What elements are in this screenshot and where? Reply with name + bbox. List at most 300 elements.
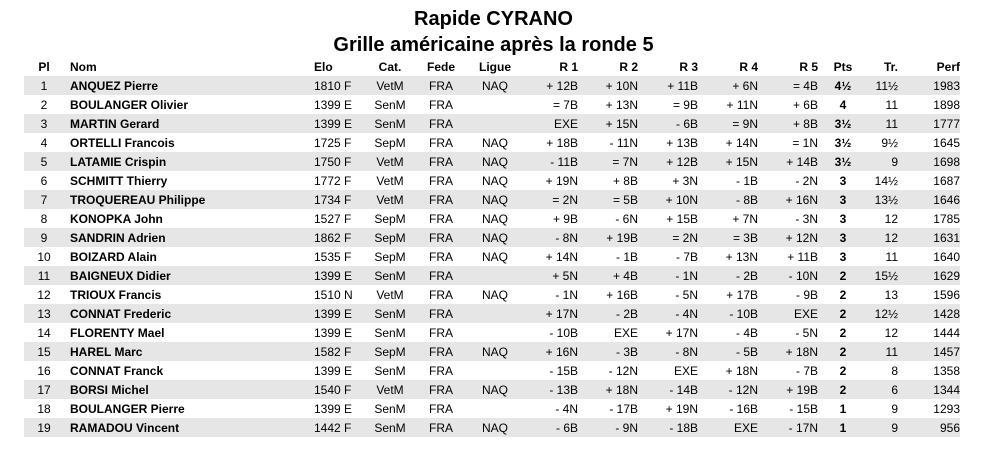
cell-fede: FRA	[416, 114, 466, 133]
cell-perf: 1596	[906, 285, 960, 304]
table-row	[24, 342, 960, 361]
cell-pts: 2	[826, 380, 860, 399]
cell-tr: 9	[860, 399, 906, 418]
col-header-perf: Perf	[936, 60, 960, 74]
cell-r5: - 5N	[766, 323, 826, 342]
cell-r1: = 2N	[524, 190, 586, 209]
cell-r3: + 19N	[646, 399, 706, 418]
cell-r5: + 14B	[766, 152, 826, 171]
cell-fede: FRA	[416, 209, 466, 228]
cell-cat: SepM	[364, 133, 416, 152]
cell-fede: FRA	[416, 228, 466, 247]
cell-perf: 1898	[906, 95, 960, 114]
cell-r2: + 13N	[586, 95, 646, 114]
col-header-ligue: Ligue	[479, 60, 511, 74]
cell-ligue	[466, 266, 524, 285]
cell-tr: 13	[860, 285, 906, 304]
cell-perf: 1698	[906, 152, 960, 171]
col-header-cat: Cat.	[378, 60, 402, 74]
cell-r1: + 16N	[524, 342, 586, 361]
cell-r5: + 6B	[766, 95, 826, 114]
cell-tr: 14½	[860, 171, 906, 190]
cell-elo: 1399 E	[314, 95, 364, 114]
cell-elo: 1399 E	[314, 304, 364, 323]
cell-perf: 1687	[906, 171, 960, 190]
cell-pl: 1	[24, 76, 64, 95]
cell-perf: 1457	[906, 342, 960, 361]
table-row	[24, 399, 960, 418]
cell-r4: = 3B	[706, 228, 766, 247]
cell-r1: EXE	[524, 114, 586, 133]
cell-tr: 9½	[860, 133, 906, 152]
cell-r5: EXE	[766, 304, 826, 323]
cell-elo: 1810 F	[314, 76, 364, 95]
cell-elo: 1582 F	[314, 342, 364, 361]
cell-r2: - 11N	[586, 133, 646, 152]
cell-r2: = 5B	[586, 190, 646, 209]
cell-tr: 13½	[860, 190, 906, 209]
cell-r3: - 6B	[646, 114, 706, 133]
cell-nom: HAREL Marc	[64, 342, 314, 361]
cell-fede: FRA	[416, 171, 466, 190]
cell-cat: SenM	[364, 95, 416, 114]
cell-pts: 1	[826, 399, 860, 418]
cell-r2: + 16B	[586, 285, 646, 304]
cell-r3: - 1N	[646, 266, 706, 285]
cell-r5: = 1N	[766, 133, 826, 152]
cell-elo: 1527 F	[314, 209, 364, 228]
cell-ligue: NAQ	[466, 190, 524, 209]
cell-nom: ORTELLI Francois	[64, 133, 314, 152]
cell-cat: VetM	[364, 380, 416, 399]
cell-ligue: NAQ	[466, 380, 524, 399]
cell-tr: 12	[860, 209, 906, 228]
cell-r3: + 3N	[646, 171, 706, 190]
cell-r1: - 11B	[524, 152, 586, 171]
cell-r3: + 11B	[646, 76, 706, 95]
cell-nom: LATAMIE Crispin	[64, 152, 314, 171]
table-row	[24, 380, 960, 399]
table-row	[24, 285, 960, 304]
cell-elo: 1772 F	[314, 171, 364, 190]
cell-nom: RAMADOU Vincent	[64, 418, 314, 437]
cell-pl: 19	[24, 418, 64, 437]
cell-pts: 3	[826, 228, 860, 247]
table-row	[24, 247, 960, 266]
cell-r5: - 15B	[766, 399, 826, 418]
cell-r4: + 11N	[706, 95, 766, 114]
cell-fede: FRA	[416, 247, 466, 266]
cell-nom: BORSI Michel	[64, 380, 314, 399]
cell-r3: + 13B	[646, 133, 706, 152]
cell-r3: + 12B	[646, 152, 706, 171]
cell-r2: + 8B	[586, 171, 646, 190]
cell-pl: 18	[24, 399, 64, 418]
cell-r1: + 18B	[524, 133, 586, 152]
cell-r2: + 10N	[586, 76, 646, 95]
cell-tr: 11	[860, 342, 906, 361]
cell-ligue	[466, 304, 524, 323]
cell-pts: 2	[826, 361, 860, 380]
cell-r5: - 7B	[766, 361, 826, 380]
cell-tr: 11	[860, 114, 906, 133]
table-row	[24, 95, 960, 114]
table-row	[24, 304, 960, 323]
cell-fede: FRA	[416, 399, 466, 418]
cell-r3: = 9B	[646, 95, 706, 114]
cell-elo: 1399 E	[314, 266, 364, 285]
cell-elo: 1725 F	[314, 133, 364, 152]
table-row	[24, 209, 960, 228]
cell-r1: = 7B	[524, 95, 586, 114]
col-header-r1: R 1	[559, 60, 578, 74]
table-row	[24, 76, 960, 95]
table-row	[24, 114, 960, 133]
cell-cat: SepM	[364, 247, 416, 266]
cell-pts: 2	[826, 323, 860, 342]
cell-fede: FRA	[416, 323, 466, 342]
cell-ligue: NAQ	[466, 152, 524, 171]
cell-nom: BAIGNEUX Didier	[64, 266, 314, 285]
col-header-r3: R 3	[679, 60, 698, 74]
cell-ligue: NAQ	[466, 171, 524, 190]
cell-elo: 1399 E	[314, 361, 364, 380]
cell-perf: 1645	[906, 133, 960, 152]
cell-perf: 956	[906, 418, 960, 437]
cell-nom: CONNAT Franck	[64, 361, 314, 380]
cell-pl: 16	[24, 361, 64, 380]
cell-r4: - 4B	[706, 323, 766, 342]
cell-pts: 3	[826, 247, 860, 266]
table-row	[24, 228, 960, 247]
cell-pts: 3	[826, 190, 860, 209]
header-row	[24, 58, 960, 76]
cell-r5: + 11B	[766, 247, 826, 266]
cell-elo: 1750 F	[314, 152, 364, 171]
cell-fede: FRA	[416, 418, 466, 437]
cell-r2: - 12N	[586, 361, 646, 380]
cell-r4: + 18N	[706, 361, 766, 380]
cell-nom: SANDRIN Adrien	[64, 228, 314, 247]
cell-cat: VetM	[364, 76, 416, 95]
cell-elo: 1442 F	[314, 418, 364, 437]
cell-r5: + 19B	[766, 380, 826, 399]
cell-nom: BOIZARD Alain	[64, 247, 314, 266]
cell-nom: TRIOUX Francis	[64, 285, 314, 304]
table-row	[24, 266, 960, 285]
cell-perf: 1640	[906, 247, 960, 266]
cell-r4: + 13N	[706, 247, 766, 266]
cell-fede: FRA	[416, 380, 466, 399]
cell-pl: 5	[24, 152, 64, 171]
cell-r3: EXE	[646, 361, 706, 380]
cell-ligue: NAQ	[466, 342, 524, 361]
cell-elo: 1535 F	[314, 247, 364, 266]
cell-r3: + 17N	[646, 323, 706, 342]
cell-tr: 9	[860, 152, 906, 171]
cell-r3: = 2N	[646, 228, 706, 247]
cell-r2: - 6N	[586, 209, 646, 228]
cell-r5: + 18N	[766, 342, 826, 361]
cell-perf: 1631	[906, 228, 960, 247]
cell-fede: FRA	[416, 342, 466, 361]
cell-pts: 3	[826, 209, 860, 228]
cell-tr: 11	[860, 247, 906, 266]
cell-nom: BOULANGER Pierre	[64, 399, 314, 418]
page-subtitle: Grille américaine après la ronde 5	[333, 34, 654, 56]
cell-tr: 15½	[860, 266, 906, 285]
cell-cat: VetM	[364, 285, 416, 304]
cell-tr: 8	[860, 361, 906, 380]
cell-r5: + 16N	[766, 190, 826, 209]
cell-perf: 1777	[906, 114, 960, 133]
col-header-r5: R 5	[799, 60, 818, 74]
table-row	[24, 152, 960, 171]
table-row	[24, 133, 960, 152]
cell-perf: 1444	[906, 323, 960, 342]
cell-r4: - 1B	[706, 171, 766, 190]
cell-elo: 1734 F	[314, 190, 364, 209]
cell-fede: FRA	[416, 133, 466, 152]
cell-ligue: NAQ	[466, 418, 524, 437]
cell-r1: + 19N	[524, 171, 586, 190]
cell-r3: + 15B	[646, 209, 706, 228]
cell-ligue: NAQ	[466, 285, 524, 304]
cell-r5: - 10N	[766, 266, 826, 285]
cell-perf: 1646	[906, 190, 960, 209]
cell-pts: 3½	[826, 133, 860, 152]
cell-r3: - 8N	[646, 342, 706, 361]
cell-pl: 12	[24, 285, 64, 304]
cell-cat: SenM	[364, 114, 416, 133]
cell-r2: + 4B	[586, 266, 646, 285]
cell-fede: FRA	[416, 285, 466, 304]
cell-pl: 11	[24, 266, 64, 285]
cell-pts: 4½	[826, 76, 860, 95]
table-row	[24, 190, 960, 209]
cell-tr: 9	[860, 418, 906, 437]
cell-cat: SepM	[364, 342, 416, 361]
cell-ligue: NAQ	[466, 209, 524, 228]
cell-r3: + 10N	[646, 190, 706, 209]
cell-r1: - 1N	[524, 285, 586, 304]
cell-perf: 1785	[906, 209, 960, 228]
cell-r3: - 5N	[646, 285, 706, 304]
cell-r4: - 8B	[706, 190, 766, 209]
cell-ligue	[466, 323, 524, 342]
cell-tr: 12	[860, 323, 906, 342]
cell-perf: 1983	[906, 76, 960, 95]
cell-fede: FRA	[416, 190, 466, 209]
cell-pl: 4	[24, 133, 64, 152]
cell-r5: - 9B	[766, 285, 826, 304]
col-header-elo: Elo	[314, 60, 333, 74]
cell-r2: - 3B	[586, 342, 646, 361]
cell-r5: - 2N	[766, 171, 826, 190]
cell-elo: 1399 E	[314, 323, 364, 342]
cell-r2: + 19B	[586, 228, 646, 247]
table-row	[24, 171, 960, 190]
cell-r1: + 14N	[524, 247, 586, 266]
cell-pl: 13	[24, 304, 64, 323]
cell-perf: 1344	[906, 380, 960, 399]
cell-r1: + 5N	[524, 266, 586, 285]
cell-pl: 7	[24, 190, 64, 209]
cell-nom: ANQUEZ Pierre	[64, 76, 314, 95]
cell-pts: 2	[826, 266, 860, 285]
table-row	[24, 323, 960, 342]
cell-r5: = 4B	[766, 76, 826, 95]
cell-pl: 15	[24, 342, 64, 361]
cell-r2: + 18N	[586, 380, 646, 399]
cell-r4: EXE	[706, 418, 766, 437]
cell-r3: - 7B	[646, 247, 706, 266]
cell-pts: 1	[826, 418, 860, 437]
col-header-r4: R 4	[739, 60, 758, 74]
cell-perf: 1629	[906, 266, 960, 285]
col-header-r2: R 2	[619, 60, 638, 74]
cell-r3: - 4N	[646, 304, 706, 323]
cell-cat: SepM	[364, 228, 416, 247]
cell-pts: 4	[826, 95, 860, 114]
cell-r1: - 15B	[524, 361, 586, 380]
cell-pts: 3½	[826, 152, 860, 171]
cell-pl: 17	[24, 380, 64, 399]
cell-cat: SenM	[364, 399, 416, 418]
cell-r4: + 15N	[706, 152, 766, 171]
col-header-tr: Tr.	[883, 60, 898, 74]
cell-perf: 1358	[906, 361, 960, 380]
cell-tr: 11	[860, 95, 906, 114]
cell-pts: 2	[826, 304, 860, 323]
cell-pts: 2	[826, 285, 860, 304]
cell-r4: - 16B	[706, 399, 766, 418]
cell-nom: FLORENTY Mael	[64, 323, 314, 342]
cell-elo: 1399 E	[314, 399, 364, 418]
cell-cat: VetM	[364, 190, 416, 209]
cell-cat: VetM	[364, 152, 416, 171]
col-header-nom: Nom	[70, 60, 97, 74]
cell-r1: + 9B	[524, 209, 586, 228]
cell-r2: - 2B	[586, 304, 646, 323]
cell-r4: + 7N	[706, 209, 766, 228]
cell-r3: - 14B	[646, 380, 706, 399]
cell-tr: 12	[860, 228, 906, 247]
cell-r2: - 17B	[586, 399, 646, 418]
cell-ligue: NAQ	[466, 247, 524, 266]
cell-nom: CONNAT Frederic	[64, 304, 314, 323]
cell-pl: 14	[24, 323, 64, 342]
cell-elo: 1862 F	[314, 228, 364, 247]
cell-nom: SCHMITT Thierry	[64, 171, 314, 190]
cell-pl: 2	[24, 95, 64, 114]
cell-fede: FRA	[416, 304, 466, 323]
cell-tr: 6	[860, 380, 906, 399]
cell-r4: + 14N	[706, 133, 766, 152]
cell-r2: = 7N	[586, 152, 646, 171]
cell-pl: 9	[24, 228, 64, 247]
cell-pl: 8	[24, 209, 64, 228]
cell-perf: 1293	[906, 399, 960, 418]
col-header-pts: Pts	[833, 60, 853, 74]
cell-ligue	[466, 361, 524, 380]
cell-tr: 12½	[860, 304, 906, 323]
page-header	[0, 0, 987, 58]
cell-elo: 1540 F	[314, 380, 364, 399]
cell-cat: SenM	[364, 266, 416, 285]
cell-r4: - 12N	[706, 380, 766, 399]
table-row	[24, 361, 960, 380]
cell-ligue: NAQ	[466, 133, 524, 152]
cell-r1: - 10B	[524, 323, 586, 342]
standings-table	[24, 58, 960, 437]
cell-r4: + 17B	[706, 285, 766, 304]
cell-pl: 10	[24, 247, 64, 266]
cell-r2: - 9N	[586, 418, 646, 437]
cell-r1: + 12B	[524, 76, 586, 95]
cell-fede: FRA	[416, 95, 466, 114]
cell-fede: FRA	[416, 266, 466, 285]
cell-cat: SenM	[364, 304, 416, 323]
cell-r4: - 5B	[706, 342, 766, 361]
col-header-pl: Pl	[38, 60, 50, 74]
cell-nom: TROQUEREAU Philippe	[64, 190, 314, 209]
cell-cat: SenM	[364, 418, 416, 437]
cell-ligue	[466, 399, 524, 418]
cell-pl: 6	[24, 171, 64, 190]
cell-ligue	[466, 95, 524, 114]
cell-r5: - 3N	[766, 209, 826, 228]
cell-pts: 3	[826, 171, 860, 190]
cell-r4: - 10B	[706, 304, 766, 323]
cell-r1: - 8N	[524, 228, 586, 247]
cell-r1: + 17N	[524, 304, 586, 323]
cell-r5: - 17N	[766, 418, 826, 437]
cell-perf: 1428	[906, 304, 960, 323]
cell-r1: - 6B	[524, 418, 586, 437]
cell-nom: KONOPKA John	[64, 209, 314, 228]
cell-fede: FRA	[416, 76, 466, 95]
cell-ligue: NAQ	[466, 76, 524, 95]
cell-pl: 3	[24, 114, 64, 133]
cell-ligue: NAQ	[466, 228, 524, 247]
cell-cat: SenM	[364, 323, 416, 342]
cell-r5: + 8B	[766, 114, 826, 133]
col-header-fede: Fede	[426, 60, 455, 74]
cell-pts: 3½	[826, 114, 860, 133]
cell-r4: - 2B	[706, 266, 766, 285]
cell-r2: + 15N	[586, 114, 646, 133]
cell-r3: - 18B	[646, 418, 706, 437]
cell-r5: + 12N	[766, 228, 826, 247]
cell-r4: = 9N	[706, 114, 766, 133]
cell-r2: - 1B	[586, 247, 646, 266]
cell-elo: 1399 E	[314, 114, 364, 133]
cell-r1: - 13B	[524, 380, 586, 399]
cell-cat: SepM	[364, 209, 416, 228]
cell-nom: MARTIN Gerard	[64, 114, 314, 133]
cell-fede: FRA	[416, 361, 466, 380]
cell-cat: SenM	[364, 361, 416, 380]
cell-elo: 1510 N	[314, 285, 364, 304]
cell-tr: 11½	[860, 76, 906, 95]
table-row	[24, 418, 960, 437]
cell-r2: EXE	[586, 323, 646, 342]
cell-nom: BOULANGER Olivier	[64, 95, 314, 114]
cell-fede: FRA	[416, 152, 466, 171]
cell-pts: 2	[826, 342, 860, 361]
page-title: Rapide CYRANO	[414, 8, 573, 30]
